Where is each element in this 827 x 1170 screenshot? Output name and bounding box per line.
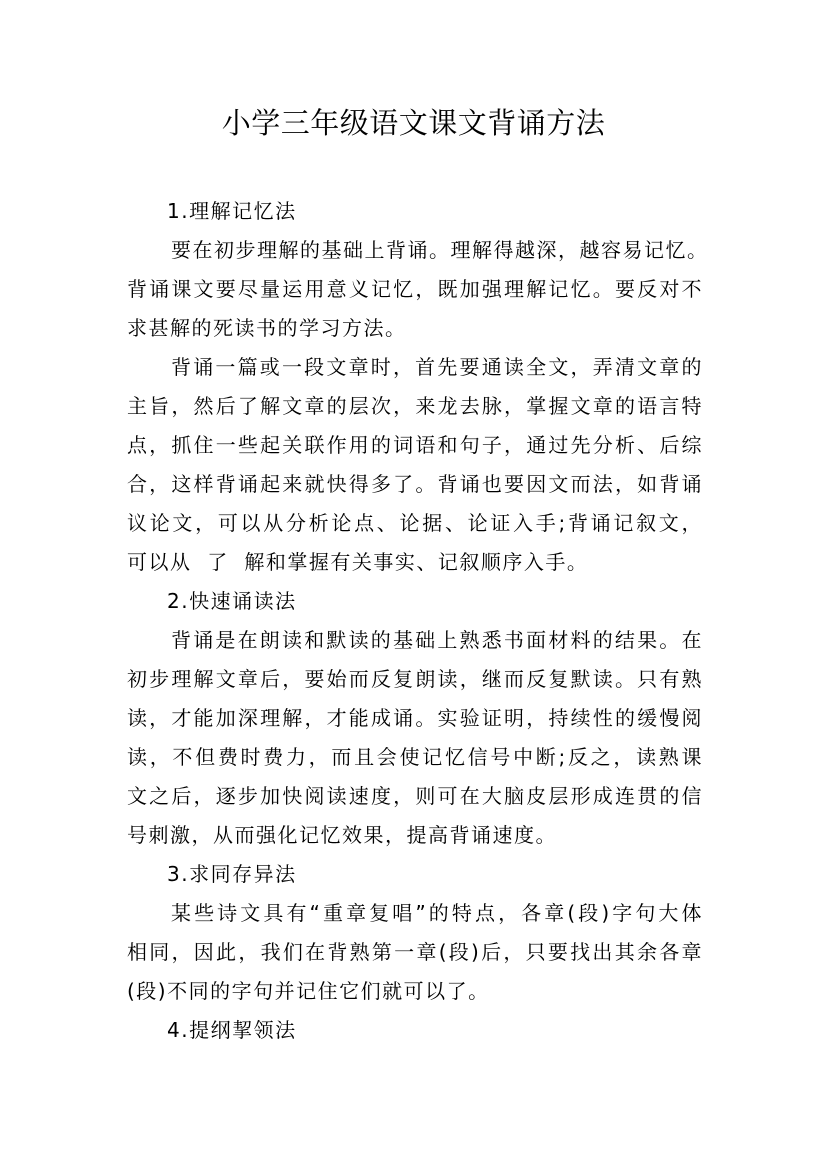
text-line: 背诵一篇或一段文章时，首先要通读全文，弄清文章的 bbox=[171, 355, 703, 379]
paragraph bbox=[127, 348, 703, 582]
text-line: 主旨，然后了解文章的层次，来龙去脉，掌握文章的语言特 bbox=[127, 394, 703, 418]
section-heading: 4.提纲挈领法 bbox=[167, 1018, 297, 1042]
text-line: 读，不但费时费力，而且会使记忆信号中断;反之，读熟课 bbox=[127, 745, 703, 769]
text-line: 初步理解文章后，要始而反复朗读，继而反复默读。只有熟 bbox=[127, 667, 703, 691]
section-3 bbox=[127, 855, 703, 1011]
text-line: 可以从 了 解和掌握有关事实、记叙顺序入手。 bbox=[127, 550, 589, 574]
text-line: 背诵是在朗读和默读的基础上熟悉书面材料的结果。在 bbox=[171, 628, 703, 652]
text-line: 号刺激，从而强化记忆效果，提高背诵速度。 bbox=[127, 823, 557, 847]
text-line: 某些诗文具有“重章复唱”的特点，各章(段)字句大体 bbox=[171, 901, 703, 925]
document-body bbox=[127, 192, 709, 1050]
text-line: 求甚解的死读书的学习方法。 bbox=[127, 316, 407, 340]
section-2 bbox=[127, 582, 703, 855]
text-line: 文之后，逐步加快阅读速度，则可在大脑皮层形成连贯的信 bbox=[127, 784, 703, 808]
text-line: 要在初步理解的基础上背诵。理解得越深，越容易记忆。 bbox=[171, 238, 709, 262]
text-line: 点，抓住一些起关联作用的词语和句子，通过先分析、后综 bbox=[127, 433, 703, 457]
paragraph bbox=[127, 231, 709, 348]
text-line: (段)不同的字句并记住它们就可以了。 bbox=[127, 979, 490, 1003]
page-title: 小学三年级语文课文背诵方法 bbox=[221, 106, 606, 140]
text-line: 合，这样背诵起来就快得多了。背诵也要因文而法，如背诵 bbox=[127, 472, 703, 496]
section-heading: 2.快速诵读法 bbox=[167, 589, 297, 613]
text-line: 议论文，可以从分析论点、论据、论证入手;背诵记叙文， bbox=[127, 511, 703, 535]
text-line: 读，才能加深理解，才能成诵。实验证明，持续性的缓慢阅 bbox=[127, 706, 703, 730]
section-heading: 3.求同存异法 bbox=[167, 862, 297, 886]
section-heading: 1.理解记忆法 bbox=[167, 199, 297, 223]
paragraph bbox=[127, 894, 703, 1011]
text-line: 相同，因此，我们在背熟第一章(段)后，只要找出其余各章 bbox=[127, 940, 703, 964]
text-line: 背诵课文要尽量运用意义记忆，既加强理解记忆。要反对不 bbox=[127, 277, 703, 301]
paragraph bbox=[127, 621, 703, 855]
section-4 bbox=[127, 1011, 703, 1050]
section-1 bbox=[127, 192, 709, 582]
